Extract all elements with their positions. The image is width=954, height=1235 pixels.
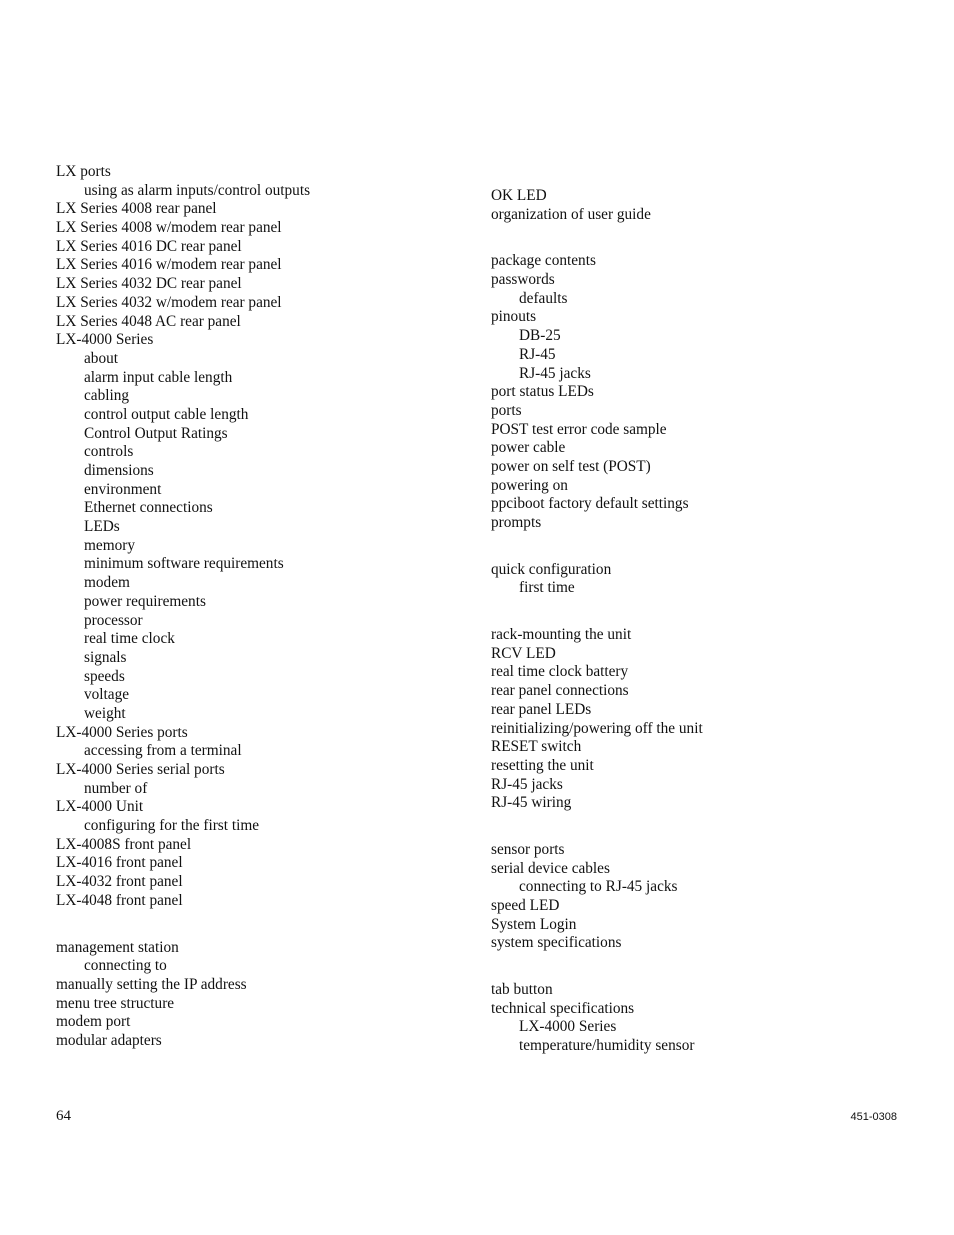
index-subentry: LEDs	[84, 518, 120, 536]
index-subentry: number of	[84, 779, 148, 797]
index-entry: LX-4000 Series ports	[56, 723, 188, 741]
index-entry: management station	[56, 938, 179, 956]
index-entry: LX-4000 Series	[56, 331, 154, 349]
index-subentry: weight	[84, 704, 126, 722]
index-entry: LX-4016 front panel	[56, 854, 183, 872]
index-entry: powering on	[491, 476, 568, 494]
index-entry: RESET switch	[491, 738, 582, 756]
index-entry: resetting the unit	[491, 756, 594, 774]
index-entry: rack-mounting the unit	[491, 626, 632, 644]
index-entry: LX-4048 front panel	[56, 891, 183, 909]
index-subentry: LX-4000 Series	[519, 1018, 617, 1036]
index-entry: pinouts	[491, 308, 537, 326]
index-subentry: first time	[519, 579, 575, 597]
index-entry: ports	[491, 401, 522, 419]
index-subentry: signals	[84, 648, 127, 666]
index-entry: rear panel LEDs	[491, 700, 592, 718]
index-subentry: RJ-45 jacks	[519, 364, 591, 382]
index-subentry: minimum software requirements	[84, 555, 284, 573]
index-letter-gap	[56, 911, 456, 939]
index-entry: System Login	[491, 915, 577, 933]
index-subentry: speeds	[84, 667, 125, 685]
index-entry: RJ-45 wiring	[491, 794, 572, 812]
index-entry: real time clock battery	[491, 663, 629, 681]
index-subentry: dimensions	[84, 462, 154, 479]
index-subentry: controls	[84, 443, 134, 461]
index-entry: LX Series 4008 rear panel	[56, 200, 217, 218]
index-letter-gap	[491, 224, 911, 252]
index-entry: LX Series 4008 w/modem rear panel	[56, 219, 282, 237]
index-subentry: connecting to	[84, 957, 167, 975]
index-letter-gap	[491, 813, 911, 841]
index-entry: system specifications	[491, 934, 622, 952]
index-entry: passwords	[491, 271, 555, 289]
index-entry: modular adapters	[56, 1031, 162, 1049]
index-entry: package contents	[491, 252, 596, 270]
index-entry: LX Series 4016 DC rear panel	[56, 237, 242, 255]
index-subentry: accessing from a terminal	[84, 742, 242, 760]
index-entry: sensor ports	[491, 840, 565, 858]
index-entry: POST test error code sample	[491, 420, 667, 438]
index-subentry: Ethernet connections	[84, 499, 213, 517]
index-entry: ppciboot factory default settings	[491, 495, 689, 513]
index-entry: LX-4000 Unit	[56, 798, 144, 816]
page-number: 64	[56, 1108, 71, 1124]
index-letter-gap	[491, 533, 911, 561]
index-entry: organization of user guide	[491, 205, 651, 223]
index-subentry: RJ-45	[519, 345, 556, 363]
index-entry: tab button	[491, 981, 553, 999]
index-subentry: Control Output Ratings	[84, 424, 228, 442]
index-subentry: defaults	[519, 289, 568, 307]
index-letter-gap	[491, 953, 911, 981]
index-entry: RJ-45 jacks	[491, 775, 563, 793]
index-subentry: cabling	[84, 387, 130, 405]
index-entry: technical specifications	[491, 999, 635, 1017]
index-subentry: about	[84, 349, 118, 367]
index-column-left	[56, 163, 456, 1051]
index-entry: power cable	[491, 439, 566, 457]
index-entry: LX Series 4032 w/modem rear panel	[56, 293, 282, 311]
index-entry: modem port	[56, 1013, 131, 1031]
index-subentry: environment	[84, 480, 162, 498]
index-entry: LX Series 4016 w/modem rear panel	[56, 256, 282, 274]
index-entry: quick configuration	[491, 560, 612, 578]
index-entry: manually setting the IP address	[56, 975, 247, 993]
document-number: 451-0308	[850, 1111, 897, 1123]
index-subentry: configuring for the first time	[84, 817, 260, 835]
index-subentry: DB-25	[519, 327, 561, 345]
index-column-right	[491, 187, 911, 1056]
index-subentry: real time clock	[84, 630, 175, 648]
index-entry: menu tree structure	[56, 994, 175, 1012]
index-subentry: alarm input cable length	[84, 368, 233, 386]
index-entry: prompts	[491, 514, 542, 531]
index-entry: LX ports	[56, 163, 111, 180]
index-entry: LX-4032 front panel	[56, 873, 183, 891]
index-letter-gap	[491, 598, 911, 626]
index-subentry: processor	[84, 611, 143, 629]
index-subentry: memory	[84, 536, 135, 554]
index-entry: rear panel connections	[491, 682, 629, 700]
index-entry: port status LEDs	[491, 383, 594, 401]
index-entry: reinitializing/powering off the unit	[491, 719, 703, 737]
index-entry: serial device cables	[491, 859, 610, 877]
index-entry: LX Series 4048 AC rear panel	[56, 312, 241, 330]
index-entry: RCV LED	[491, 644, 556, 662]
index-entry: LX-4000 Series serial ports	[56, 761, 225, 778]
index-entry: OK LED	[491, 187, 547, 204]
index-subentry: power requirements	[84, 592, 206, 610]
index-entry: power on self test (POST)	[491, 457, 651, 475]
index-subentry: connecting to RJ-45 jacks	[519, 878, 678, 896]
index-subentry: modem	[84, 574, 130, 592]
index-subentry: temperature/humidity sensor	[519, 1037, 695, 1055]
index-subentry: control output cable length	[84, 405, 249, 423]
index-entry: LX Series 4032 DC rear panel	[56, 275, 242, 293]
index-entry: speed LED	[491, 897, 560, 914]
index-subentry: voltage	[84, 686, 130, 704]
index-entry: LX-4008S front panel	[56, 835, 192, 853]
index-subentry: using as alarm inputs/control outputs	[84, 181, 311, 199]
